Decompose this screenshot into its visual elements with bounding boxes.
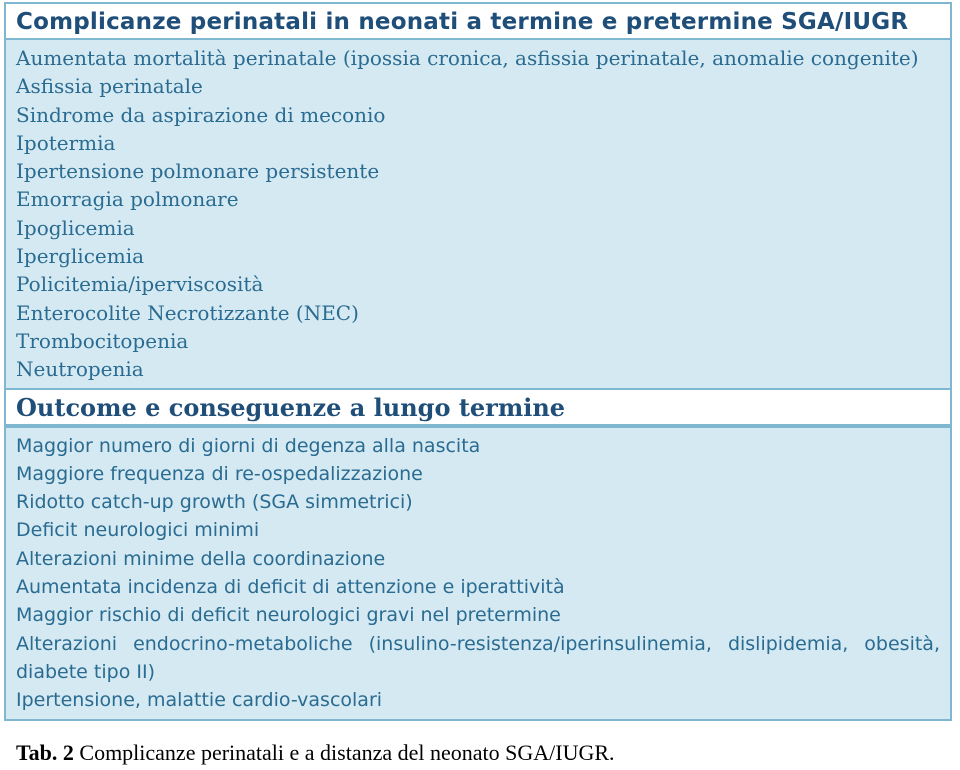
list-item: Iperglicemia [16, 244, 145, 269]
list-item: Sindrome da aspirazione di meconio [16, 102, 386, 127]
list-item: Asfissia perinatale [16, 74, 203, 99]
caption-text: Complicanze perinatali e a distanza del neonato SGA/IUGR. [73, 740, 615, 765]
list-item: Enterocolite Necrotizzante (NEC) [16, 300, 359, 325]
list-item: Ridotto catch-up growth (SGA simmetrici) [16, 491, 413, 514]
section-title-outcome: Outcome e conseguenze a lungo termine [16, 392, 566, 422]
list-item: Trombocitopenia [16, 328, 189, 353]
list-item: Maggior numero di giorni di degenza alla nascita [16, 434, 481, 457]
list-item: Ipotermia [16, 130, 116, 155]
list-item: Ipertensione, malattie cardio-vascolari [16, 689, 383, 712]
caption-label: Tab. 2 [16, 740, 74, 765]
list-item: Neutropenia [16, 357, 144, 382]
list-item: Alterazioni minime della coordinazione [16, 547, 386, 570]
section-body-perinatal [6, 40, 950, 390]
list-item: Ipertensione polmonare persistente [16, 159, 380, 184]
section-header-outcome [6, 390, 950, 426]
list-item: Alterazioni endocrino-metaboliche (insulino-resistenza/iperinsulinemia, dislipidemia, obesità, diabete tipo II) [16, 632, 940, 683]
table-caption [16, 740, 615, 766]
list-item: Maggiore frequenza di re-ospedalizzazione [16, 462, 423, 485]
list-item: Deficit neurologici minimi [16, 519, 260, 542]
list-item: Maggior rischio di deficit neurologici gravi nel pretermine [16, 604, 561, 627]
section-header-perinatal [6, 4, 950, 40]
list-item: Emorragia polmonare [16, 187, 239, 212]
list-item: Aumentata incidenza di deficit di attenzione e iperattività [16, 576, 565, 599]
complications-table [4, 2, 952, 721]
list-item: Aumentata mortalità perinatale (ipossia cronica, asfissia perinatale, anomalie congenite) [16, 46, 919, 70]
list-item: Ipoglicemia [16, 215, 135, 240]
section-title-perinatal: Complicanze perinatali in neonati a termine e pretermine SGA/IUGR [16, 9, 909, 35]
section-body-outcome [6, 426, 950, 719]
list-item: Policitemia/iperviscosità [16, 272, 264, 297]
